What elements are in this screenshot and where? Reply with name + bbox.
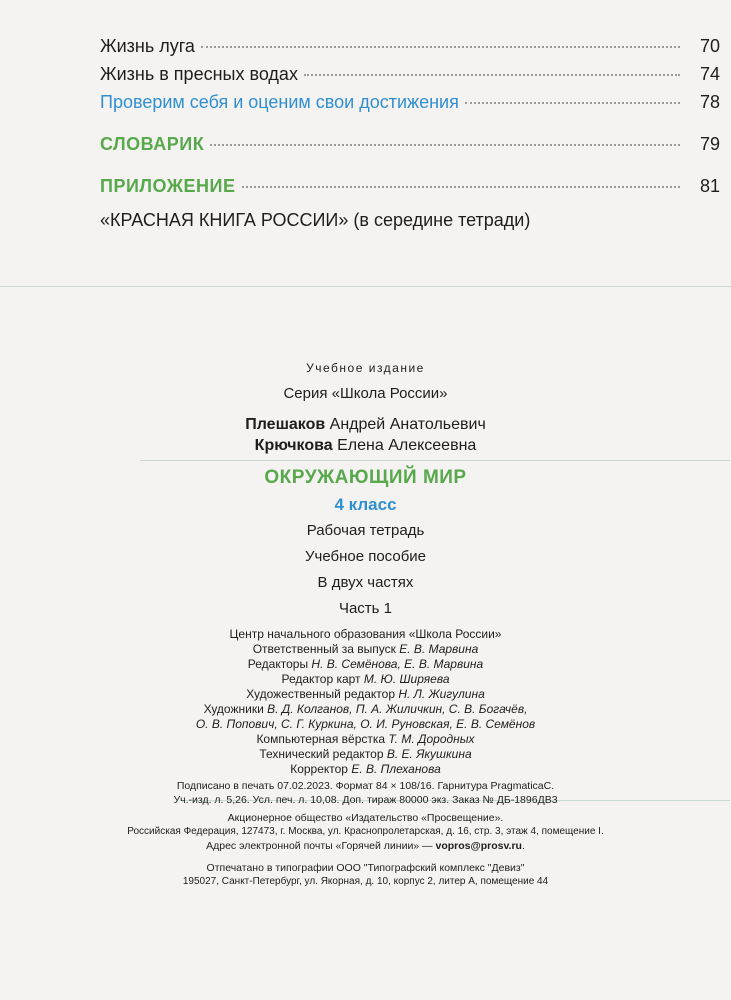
- show-through-rule: [0, 286, 731, 287]
- subtitle-workbook: Рабочая тетрадь: [306, 522, 425, 539]
- toc-page: 79: [699, 134, 720, 154]
- toc-label: ПРИЛОЖЕНИЕ: [100, 176, 236, 196]
- credit-role: Художественный редактор: [246, 687, 399, 701]
- grade-label: 4 класс: [334, 495, 397, 514]
- credit-role: Технический редактор: [259, 747, 387, 761]
- author-1: [0, 416, 731, 434]
- table-of-contents: [100, 36, 720, 238]
- printer-address: 195027, Санкт-Петербург, ул. Якорная, д. 10, корпус 2, литер А, помещение 44: [182, 876, 549, 887]
- toc-leader-dots: [201, 46, 680, 48]
- hotline-line: [0, 840, 731, 852]
- credit-line: [0, 747, 731, 761]
- credit-names: М. Ю. Ширяева: [363, 672, 450, 686]
- printer-name: Отпечатано в типографии ООО "Типографский комплекс "Девиз": [206, 862, 525, 874]
- credit-names: Т. М. Дородных: [388, 732, 475, 746]
- subtitle-two-parts: В двух частях: [317, 574, 414, 591]
- hotline-email: vopros@prosv.ru: [435, 840, 522, 852]
- credit-line: [0, 762, 731, 776]
- credit-line: [0, 642, 731, 656]
- credit-line: [0, 687, 731, 701]
- credit-line: [0, 672, 731, 686]
- credit-role: Корректор: [290, 762, 352, 776]
- credit-names: Е. В. Плеханова: [351, 762, 441, 776]
- show-through-rule: [140, 460, 730, 461]
- red-book-note: [100, 210, 720, 238]
- toc-leader-dots: [210, 144, 680, 146]
- toc-page: 74: [699, 64, 720, 84]
- credit-names: В. Е. Якушкина: [386, 747, 472, 761]
- author-2-given: Елена Алексеевна: [332, 437, 477, 454]
- author-2: [0, 437, 731, 455]
- credit-line: [0, 627, 731, 641]
- credit-names: Н. Л. Жигулина: [398, 687, 485, 701]
- author-1-given: Андрей Анатольевич: [325, 416, 486, 433]
- red-book-note-text: «КРАСНАЯ КНИГА РОССИИ» (в середине тетради): [100, 210, 531, 230]
- toc-row-self-check: [100, 92, 720, 120]
- toc-row-fresh-water: [100, 64, 720, 92]
- credit-role: Центр начального образования «Школа России»: [229, 627, 502, 641]
- series-name: Серия «Школа России»: [283, 385, 448, 402]
- print-details-2: Уч.-изд. л. 5,26. Усл. печ. л. 10,08. Доп. тираж 80000 экз. Заказ № ДБ-1896ДВ3: [173, 794, 558, 806]
- hotline-suffix: .: [521, 840, 525, 852]
- credit-names: В. Д. Колганов, П. А. Жиличкин, С. В. Богачёв,: [267, 702, 528, 716]
- edition-type: Учебное издание: [306, 361, 425, 375]
- credit-names: Н. В. Семёнова, Е. В. Марвина: [311, 657, 484, 671]
- subtitle-manual: Учебное пособие: [304, 548, 427, 565]
- credit-role: Компьютерная вёрстка: [256, 732, 389, 746]
- toc-row-appendix: [100, 176, 720, 204]
- credit-role: Ответственный за выпуск: [252, 642, 400, 656]
- toc-row-meadow: [100, 36, 720, 64]
- toc-leader-dots: [304, 74, 680, 76]
- credit-role: Редакторы: [247, 657, 312, 671]
- toc-row-glossary: [100, 134, 720, 162]
- author-2-surname: Крючкова: [254, 437, 333, 454]
- publisher-address: Российская Федерация, 127473, г. Москва, ул. Краснопролетарская, д. 16, стр. 3, этаж 4, помещение I.: [127, 826, 604, 837]
- toc-page: 70: [699, 36, 720, 56]
- credit-line: [0, 717, 731, 731]
- toc-label: Проверим себя и оценим свои достижения: [100, 92, 459, 112]
- part-number: Часть 1: [338, 600, 393, 617]
- credit-names: Е. В. Марвина: [399, 642, 479, 656]
- toc-label: СЛОВАРИК: [100, 134, 205, 154]
- book-title: ОКРУЖАЮЩИЙ МИР: [264, 467, 467, 488]
- credit-line: [0, 702, 731, 716]
- credit-role: Редактор карт: [281, 672, 364, 686]
- credit-names: О. В. Попович, С. Г. Куркина, О. И. Руновская, Е. В. Семёнов: [195, 717, 536, 731]
- credit-line: [0, 732, 731, 746]
- toc-leader-dots: [242, 186, 681, 188]
- print-details-1: Подписано в печать 07.02.2023. Формат 84 × 108/16. Гарнитура PragmaticaC.: [176, 780, 555, 792]
- toc-label: Жизнь луга: [100, 36, 195, 56]
- credit-role: Художники: [203, 702, 268, 716]
- toc-label: Жизнь в пресных водах: [100, 64, 298, 84]
- author-1-surname: Плешаков: [245, 416, 326, 433]
- toc-page: 78: [699, 92, 720, 112]
- hotline-label: Адрес электронной почты «Горячей линии» —: [206, 840, 436, 852]
- toc-page: 81: [699, 176, 720, 196]
- publisher-name: Акционерное общество «Издательство «Просвещение».: [227, 812, 504, 824]
- toc-leader-dots: [465, 102, 680, 104]
- credit-line: [0, 657, 731, 671]
